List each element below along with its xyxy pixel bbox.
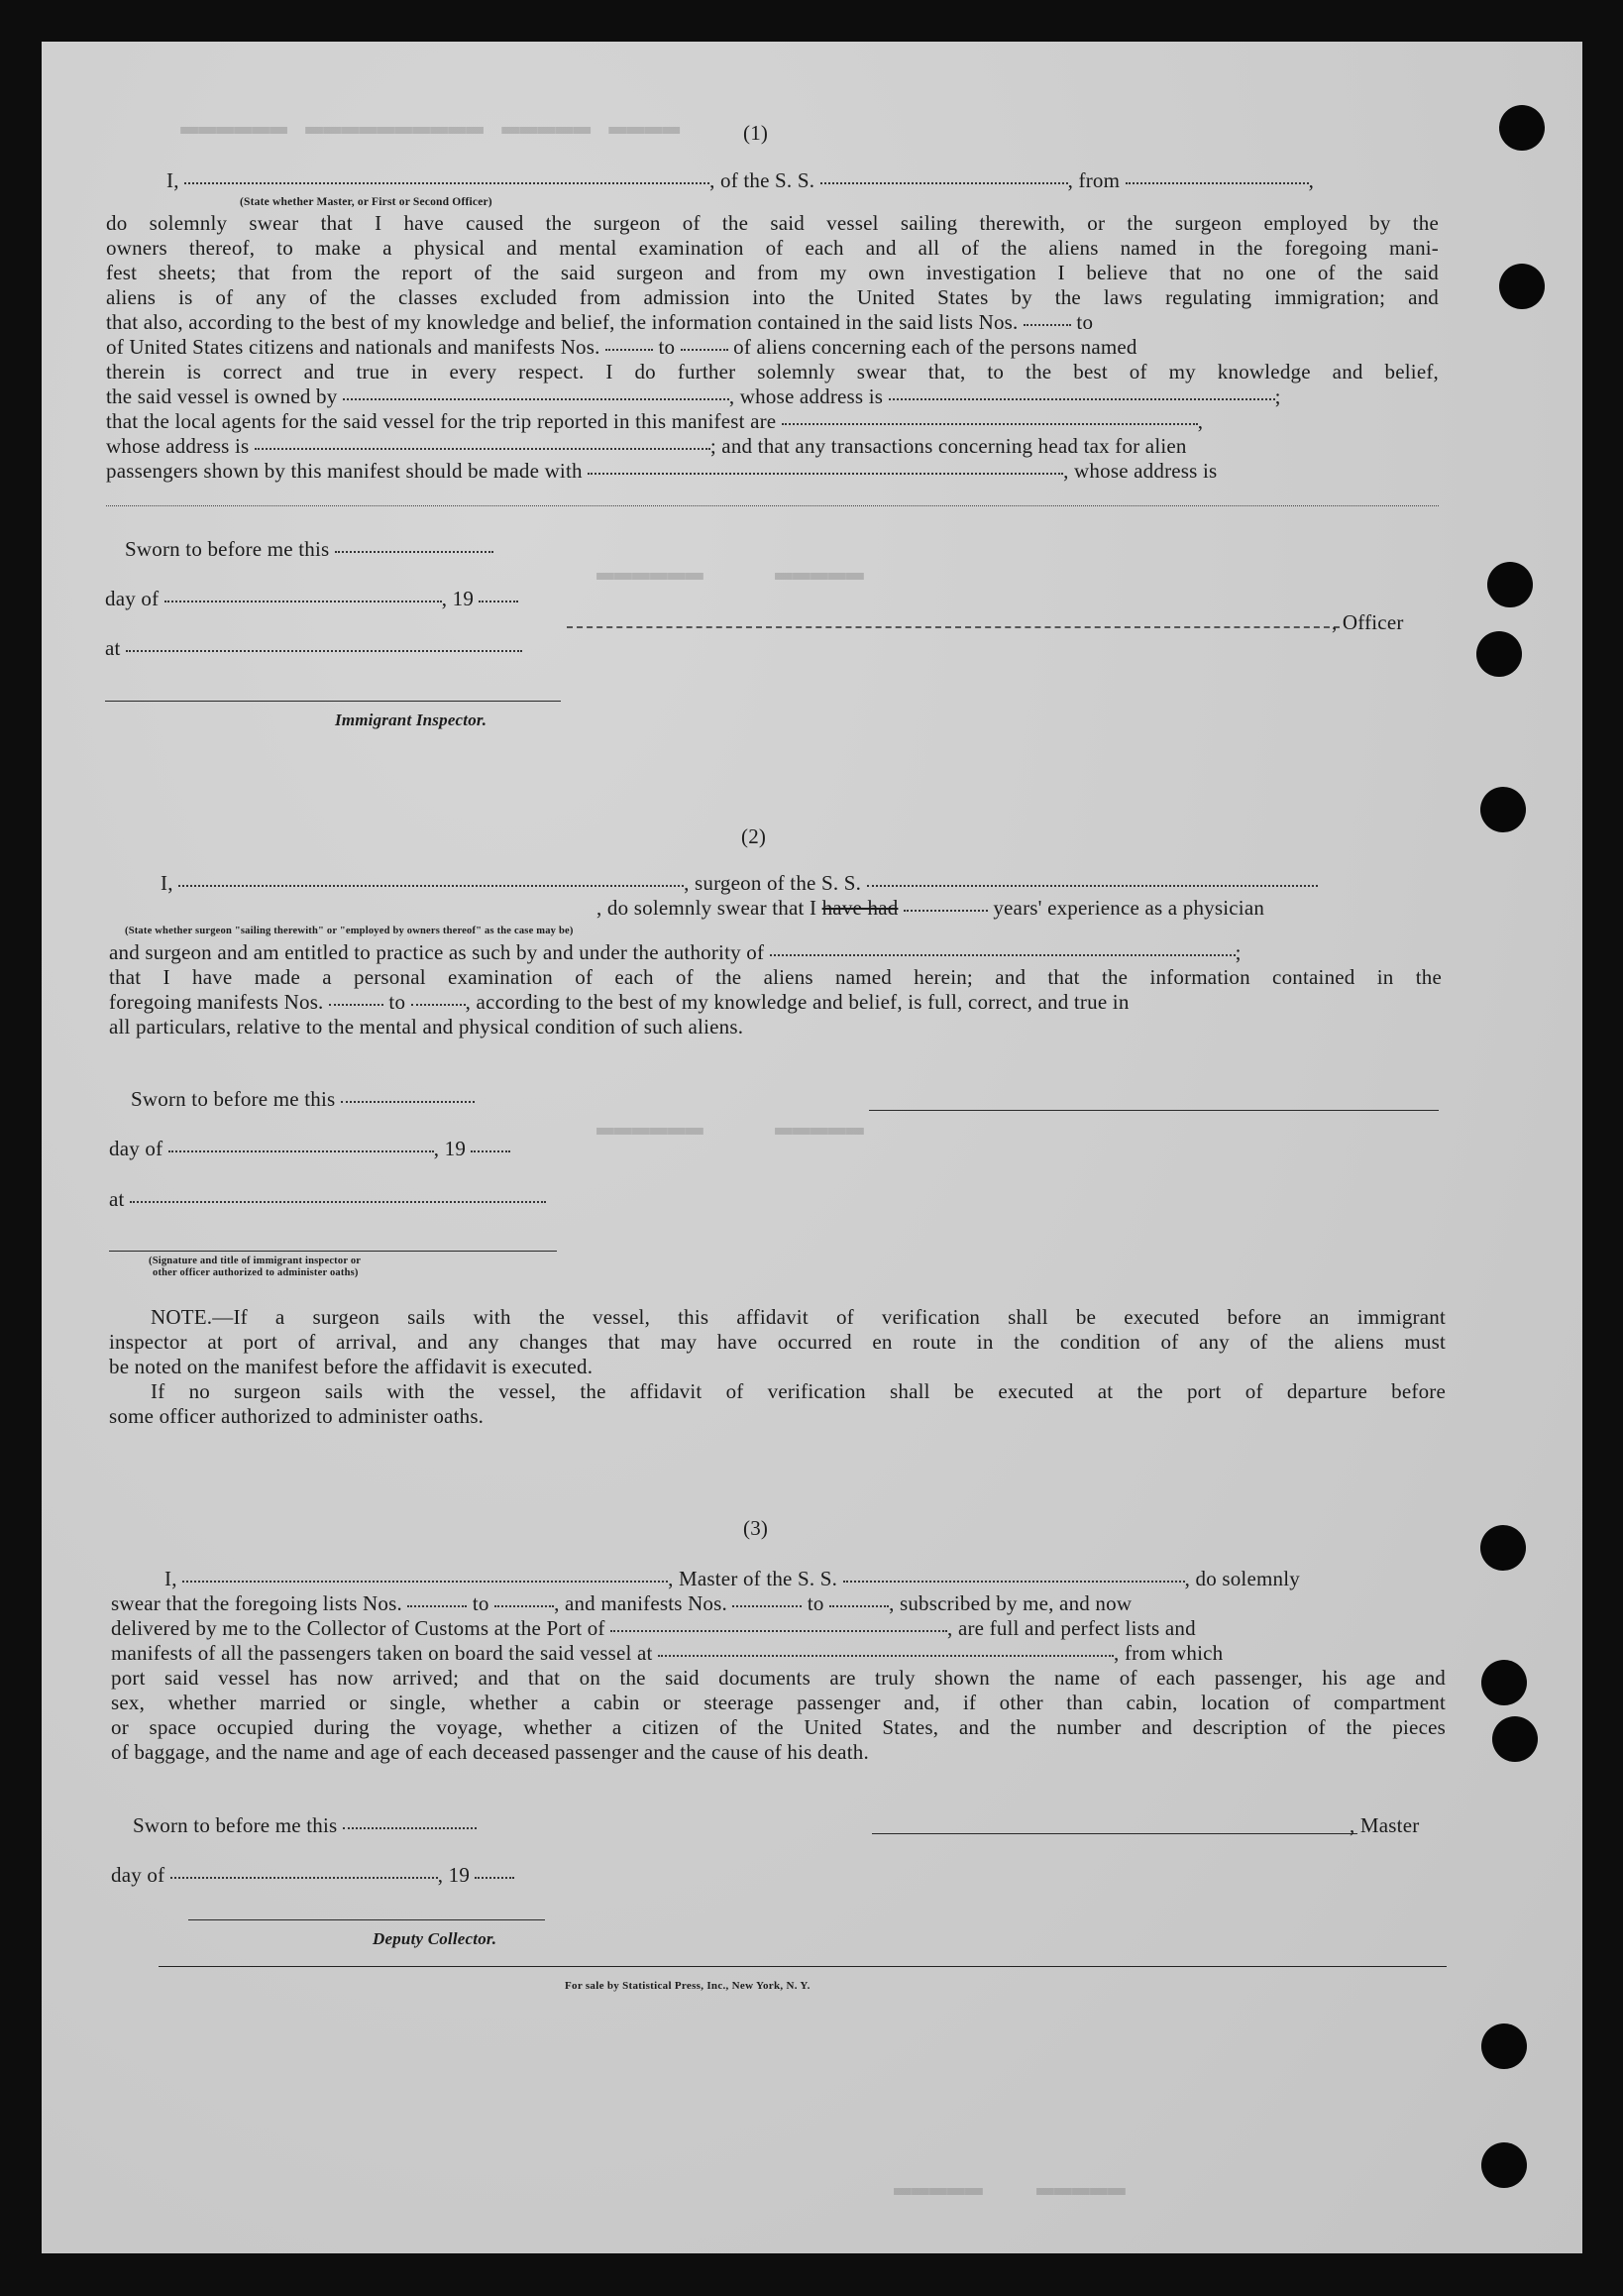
inspector-caption: Immigrant Inspector.	[335, 711, 487, 729]
bleed-through-text: ▬▬▬▬▬▬ ▬▬▬▬▬	[596, 557, 865, 591]
section-3-boarded-line: manifests of all the passengers taken on board the said vessel at , from which	[111, 1641, 1224, 1665]
section-2-authority-line: and surgeon and am entitled to practice as such by and under the authority of ;	[109, 940, 1242, 964]
punch-hole	[1481, 2023, 1527, 2069]
section-3-text-line: port said vessel has now arrived; and that on the said documents are truly shown the name of each passenger, his age and	[111, 1666, 1446, 1690]
section-2-at: at	[109, 1187, 546, 1212]
punch-hole	[1499, 105, 1545, 151]
officer-signature-line	[567, 626, 1340, 628]
note-line: NOTE.—If a surgeon sails with the vessel, this affidavit of verification shall be executed before an immigrant	[151, 1305, 1446, 1329]
section-3-first-line: I, , Master of the S. S. , do solemnly	[164, 1567, 1300, 1590]
section-1-text-line: of United States citizens and nationals and manifests Nos. to of aliens concerning each of the persons named	[106, 335, 1137, 359]
bleed-through-text: ▬▬▬▬▬ ▬▬▬▬▬	[894, 2172, 1127, 2206]
surgeon-caption: (State whether surgeon "sailing therewith" or "employed by owners thereof" as the case may be)	[125, 926, 574, 936]
note-line: some officer authorized to administer oaths.	[109, 1404, 485, 1428]
section-3-port-line: delivered by me to the Collector of Customs at the Port of , are full and perfect lists and	[111, 1616, 1196, 1640]
inspector-signature-line	[105, 701, 561, 702]
section-1-day-of: day of , 19	[105, 587, 518, 611]
printer-imprint: For sale by Statistical Press, Inc., New York, N. Y.	[565, 1980, 811, 1992]
officer-label: , Officer	[1332, 610, 1404, 634]
note-line: be noted on the manifest before the affidavit is executed.	[109, 1355, 594, 1378]
section-3-day-of: day of , 19	[111, 1863, 514, 1888]
section-2-number: (2)	[741, 824, 767, 848]
section-3-lists-line: swear that the foregoing lists Nos. to , and manifests Nos. to , subscribed by me, and now	[111, 1591, 1133, 1615]
section-2-text-line: all particulars, relative to the mental and physical condition of such aliens.	[109, 1015, 744, 1039]
local-agents-line: that the local agents for the said vessel for the trip reported in this manifest are ,	[106, 409, 1204, 433]
section-1-at: at	[105, 636, 522, 661]
section-3-text-line: of baggage, and the name and age of each deceased passenger and the cause of his death.	[111, 1740, 869, 1764]
section-3-text-line: sex, whether married or single, whether a cabin or steerage passenger and, if other than cabin, location of compartment	[111, 1691, 1446, 1714]
section-3-sworn: Sworn to before me this	[133, 1813, 477, 1838]
section-1-number: (1)	[743, 121, 769, 145]
section-1-text-line: do solemnly swear that I have caused the surgeon of the said vessel sailing therewith, or the surgeon employed by the	[106, 211, 1439, 235]
master-label: , Master	[1350, 1813, 1420, 1837]
section-1-first-line: I, , of the S. S. , from ,	[166, 168, 1315, 192]
surgeon-signature-line	[869, 1110, 1439, 1111]
section-2-text-line: that I have made a personal examination of each of the aliens named herein; and that the information contained in the	[109, 965, 1442, 989]
section-2-sworn: Sworn to before me this	[131, 1087, 475, 1112]
punch-hole	[1476, 631, 1522, 677]
section-1-text-line: aliens is of any of the classes excluded from admission into the United States by the laws regulating immigration; and	[106, 285, 1439, 309]
address-rule	[106, 505, 1439, 506]
passengers-line: passengers shown by this manifest should be made with , whose address is	[106, 459, 1218, 483]
punch-hole	[1480, 787, 1526, 832]
manifest-back-page	[42, 42, 1582, 2253]
section-1-text-line: fest sheets; that from the report of the said surgeon and from my own investigation I believe that no one of the said	[106, 261, 1439, 284]
section-2-first-line: I, , surgeon of the S. S.	[161, 871, 1318, 896]
bleed-through-text: ▬▬▬▬ ▬▬▬▬▬ ▬▬▬▬▬▬▬▬▬▬ ▬▬▬▬▬▬	[180, 111, 681, 145]
section-1-text-line: therein is correct and true in every respect. I do further solemnly swear that, to the best of my knowledge and belief,	[106, 360, 1439, 383]
whose-address-line: whose address is ; and that any transactions concerning head tax for alien	[106, 434, 1187, 458]
master-signature-line	[872, 1833, 1357, 1834]
punch-hole	[1481, 2142, 1527, 2188]
deputy-signature-line	[188, 1919, 545, 1920]
section-2-manifests-line: foregoing manifests Nos. to , according to the best of my knowledge and belief, is full, correct, and true in	[109, 990, 1130, 1014]
punch-hole	[1492, 1716, 1538, 1762]
section-1-text-line: that also, according to the best of my knowledge and belief, the information contained in the said lists Nos. to	[106, 310, 1094, 334]
officer-caption: (State whether Master, or First or Second Officer)	[240, 196, 492, 208]
punch-hole	[1499, 264, 1545, 309]
section-2-day-of: day of , 19	[109, 1137, 510, 1161]
section-1-text-line: owners thereof, to make a physical and mental examination of each and all of the aliens named in the foregoing mani-	[106, 236, 1439, 260]
note-line: If no surgeon sails with the vessel, the affidavit of verification shall be executed at the port of departure before	[151, 1379, 1446, 1403]
footer-rule	[159, 1966, 1447, 1967]
punch-hole	[1487, 562, 1533, 607]
signature-caption: (Signature and title of immigrant inspector or other officer authorized to administer oaths)	[149, 1256, 362, 1278]
inspector-2-signature-line	[109, 1251, 557, 1252]
note-line: inspector at port of arrival, and any changes that may have occurred en route in the condition of any of the aliens must	[109, 1330, 1446, 1354]
section-1-sworn: Sworn to before me this	[125, 537, 493, 562]
section-3-number: (3)	[743, 1516, 769, 1540]
owned-by-line: the said vessel is owned by , whose address is ;	[106, 384, 1281, 408]
punch-hole	[1481, 1660, 1527, 1705]
deputy-caption: Deputy Collector.	[373, 1929, 497, 1948]
punch-hole	[1480, 1525, 1526, 1571]
section-3-text-line: or space occupied during the voyage, whether a citizen of the United States, and the number and description of the pieces	[111, 1715, 1446, 1739]
section-2-second-line: , do solemnly swear that I have had years' experience as a physician	[596, 896, 1265, 920]
bleed-through-text: ▬▬▬▬▬▬ ▬▬▬▬▬	[596, 1112, 865, 1146]
